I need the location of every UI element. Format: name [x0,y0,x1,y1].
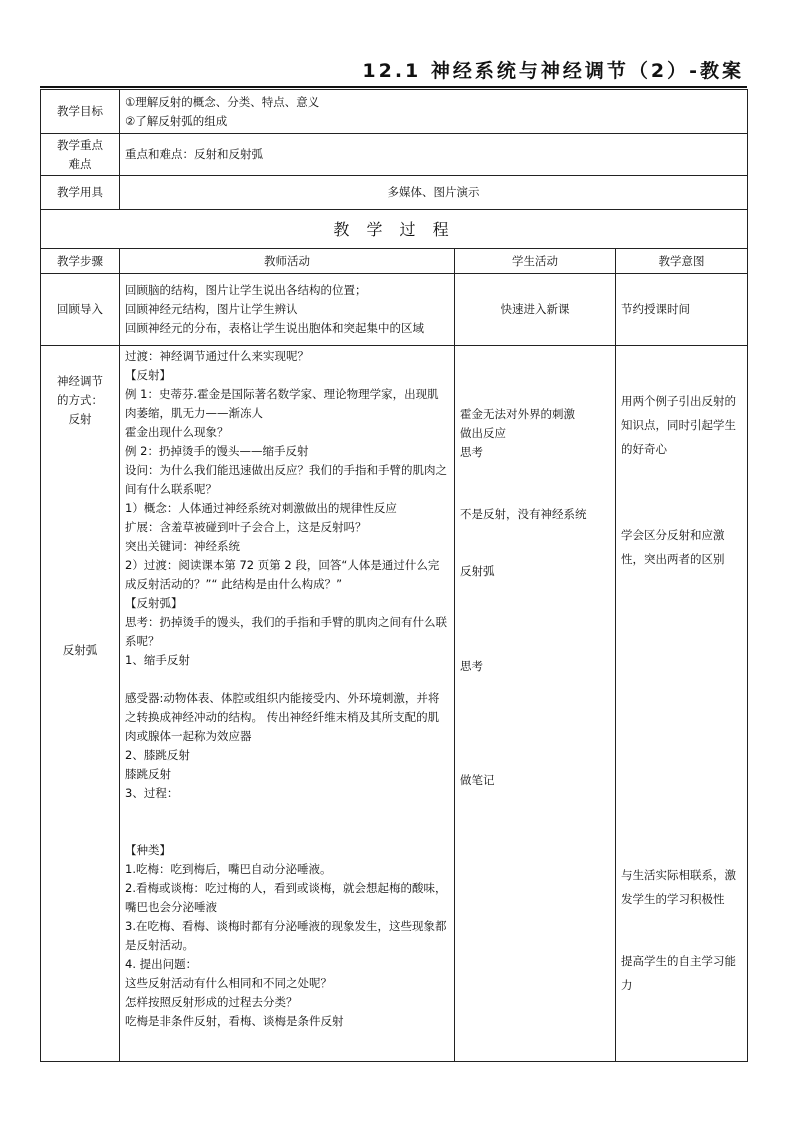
header-step: 教学步骤 [41,249,120,274]
teacher-gap [125,803,449,841]
main-step-line: 的方式： [57,393,103,407]
teacher-line: 思考：扔掉烫手的馒头，我们的手指和手臂的肌肉之间有什么联系呢？ [125,615,447,648]
teacher-line: 4. 提出问题： [125,957,198,971]
key-points-text: 重点和难点：反射和反射弧 [120,134,748,176]
student-note: 思考 [460,659,483,673]
header-student: 学生活动 [455,249,616,274]
teacher-line: 设问：为什么我们能迅速做出反应？我们的手指和手臂的肌肉之间有什么联系呢？ [125,463,447,496]
main-step [41,346,120,1062]
key-points-label [41,134,120,176]
goals-text [120,90,748,134]
student-note: 不是反射，没有神经系统 [460,507,587,521]
teacher-line: 1、缩手反射 [125,653,190,667]
teacher-line: 1）概念：人体通过神经系统对刺激做出的规律性反应 [125,501,397,515]
review-teacher-line: 回顾神经元的分布，表格让学生说出胞体和突起集中的区域 [125,321,424,335]
teacher-line: 2）过渡：阅读课本第 72 页第 2 段，回答“人体是通过什么完成反射活动的？”“ 此结构是由什么构成？” [125,558,440,591]
teacher-line: 吃梅是非条件反射，看梅、谈梅是条件反射 [125,1014,344,1028]
goal-item: ②了解反射弧的组成 [125,113,228,128]
teacher-line: 怎样按照反射形成的过程去分类？ [125,995,298,1009]
student-note: 霍金无法对外界的刺激 [460,407,575,421]
student-note: 思考 [460,445,483,459]
header-teacher: 教师活动 [120,249,455,274]
header-intent: 教学意图 [616,249,748,274]
tools-text: 多媒体、图片演示 [120,176,748,210]
main-student [455,346,616,1062]
main-step-line: 神经调节 [57,374,103,388]
teacher-line: 霍金出现什么现象？ [125,425,229,439]
key-label-line: 教学重点 [57,137,103,152]
main-step-reflex-arc: 反射弧 [62,643,98,657]
teacher-line: 2、膝跳反射 [125,748,190,762]
teacher-line: 过渡：神经调节通过什么来实现呢？ [125,349,309,363]
teacher-line: 【种类】 [125,843,171,857]
process-title: 教 学 过 程 [41,210,748,249]
review-step: 回顾导入 [41,274,120,346]
main-row [41,346,748,1062]
intent-note: 用两个例子引出反射的知识点，同时引起学生的好奇心 [621,394,736,456]
teacher-line: 例 1：史蒂芬.霍金是国际著名数学家、理论物理学家，出现肌肉萎缩，肌无力——渐冻人 [125,387,439,420]
teacher-line: 感受器:动物体表、体腔或组织内能接受内、外环境刺激，并将之转换成神经冲动的结构。 传出神经纤维末梢及其所支配的肌肉或腺体一起称为效应器 [125,691,440,743]
intent-note: 学会区分反射和应激性，突出两者的区别 [621,528,725,566]
column-header-row [41,249,748,274]
teacher-line: 【反射弧】 [125,596,183,610]
intent-note: 提高学生的自主学习能力 [621,954,736,992]
main-intent [616,346,748,1062]
page-title: 12.1 神经系统与神经调节（2）-教案 [362,60,744,82]
review-teacher-line: 回顾脑的结构，图片让学生说出各结构的位置； [125,283,367,297]
review-intent: 节约授课时间 [616,274,748,346]
process-title-row [41,210,748,249]
intent-note: 与生活实际相联系，激发学生的学习积极性 [621,868,736,906]
tools-row [41,176,748,210]
teacher-line: 例 2：扔掉烫手的馒头——缩手反射 [125,444,309,458]
review-student: 快速进入新课 [455,274,616,346]
goal-item: ①理解反射的概念、分类、特点、意义 [125,94,320,109]
student-note: 做出反应 [460,426,506,440]
main-step-line: 反射 [68,412,92,426]
goals-label: 教学目标 [41,90,120,134]
goals-row [41,90,748,134]
lesson-plan-table [40,89,748,1062]
teacher-line: 3、过程： [125,786,179,800]
teacher-line: 膝跳反射 [125,767,171,781]
teacher-line: 这些反射活动有什么相同和不同之处呢？ [125,976,332,990]
teacher-line: 【反射】 [125,368,171,382]
tools-label: 教学用具 [41,176,120,210]
main-teacher [120,346,455,1062]
teacher-line: 1.吃梅：吃到梅后，嘴巴自动分泌唾液。 [125,862,332,876]
student-note: 反射弧 [460,564,495,578]
teacher-line: 扩展：含羞草被碰到叶子会合上，这是反射吗？ [125,520,367,534]
teacher-line: 2.看梅或谈梅：吃过梅的人，看到或谈梅，就会想起梅的酸味，嘴巴也会分泌唾液 [125,881,447,914]
review-row [41,274,748,346]
teacher-gap [125,670,449,689]
teacher-line: 突出关键词：神经系统 [125,539,240,553]
review-teacher-line: 回顾神经元结构，图片让学生辨认 [125,302,298,316]
key-label-line: 难点 [68,156,92,171]
review-teacher [120,274,455,346]
key-points-row [41,134,748,176]
student-note: 做笔记 [460,773,495,787]
teacher-line: 3.在吃梅、看梅、谈梅时都有分泌唾液的现象发生，这些现象都是反射活动。 [125,919,447,952]
title-rule [40,86,747,88]
